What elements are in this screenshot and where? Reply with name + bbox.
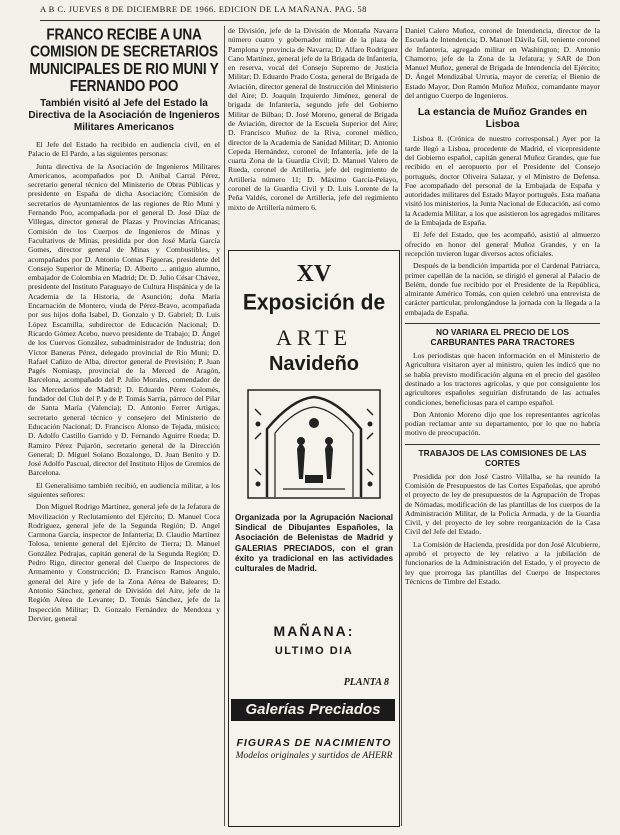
article-paragraph: Después de la bendición impartida por el Cardenal Patriarca, primer capellán de la nación, se dirigió el general al Palacio de Belém, donde fue recibido por el Presidente de la República, almirante Américo Tomás, con quien celebró una entrevista de carácter particular, prolongándose la jornada con la llegada a la embajada de España. xyxy=(405,261,600,317)
column-right xyxy=(405,26,600,826)
column-left xyxy=(28,26,220,826)
article-paragraph: Don Antonio Moreno dijo que los representantes agrícolas podían reclamar ante su departamento, por lo que no habría motivo de preocupación. xyxy=(405,409,600,438)
ad-tomorrow-label: MAÑANA: xyxy=(273,623,355,639)
article-paragraph: Daniel Calero Muñoz, coronel de Intendencia, director de la Escuela de Intendencia; D. Manuel Dávila Gil, teniente coronel de Infantería, agregado militar en Washington; D. Antonio Chamorro, jefe de la Zona de la Jefatura; y SAR de Don Manuel Muñoz, general de Brigada de Intendencia del Ejército; D. Ángel Mendizábal Urrutia, mayor de cerería; el Bienio de Estado Mayor, Don Ramón Muñoz Muñoz, comandante mayor del antiguo Cuerpo de Ingenieros. xyxy=(405,26,600,101)
ad-title-line2: ARTE xyxy=(275,325,353,350)
article-paragraph: de División, jefe de la División de Montaña Navarra número cuatro y gobernador militar de la plaza de Pamplona y provincia de Navarra; D. Alfaro Rodríguez Cano Martínez, general jefe de la Brigada de Infantería, en reserva, vocal del Consejo Supremo de Justicia Militar; D. Eduardo Prado Costa, general de Brigada de Aviación, director general de Instrucción del Ministerio del Aire; D. Joaquín Izquierdo Jiménez, general de brigada de Infantería, segundo jefe del Gobierno Militar de Bilbao; D. José Moreno, general de Brigada de Aviación, director de la Escuela Superior del Aire; D. Francisco Muñoz de la Riva, coronel médico, director de la Academia de Sanidad Militar; D. Antonio Cepeda Hernández, coronel de Infantería, jefe de la cuarta Zona de la Guardia Civil; D. Manuel Valero de Rueda, coronel de Artillería, jefe del regimiento de Artillería número 11; D. Máximo García-Pelayo, coronel de la Guardia Civil y D. Luis Lorente de la Peña Valdés, coronel de Artillería, jefe del regimiento mixto de Artillería número 6. xyxy=(228,26,398,212)
ad-title-line3: Navideño xyxy=(268,353,360,375)
section-heading-cortes: TRABAJOS DE LAS COMISIONES DE LAS CORTES xyxy=(405,444,600,468)
galerias-preciados-logo: Galerías Preciados xyxy=(231,699,395,721)
ad-description: Organizada por la Agrupación Nacional Sindical de Dibujantes Españoles, la Asociación de Belenistas de Madrid y GALERIAS PRECIADOS, con el gran éxito ya tradicional en las actividades culturales de Madrid. xyxy=(235,513,393,574)
ad-last-day-label: ULTIMO DIA xyxy=(274,645,354,657)
article-paragraph: Junta directiva de la Asociación de Ingenieros Militares Americanos, acompañados por D. Aníbal Carral Pérez, secretario general técnico del Ministerio de Obras Públicas y presidente en España de dicha Asociación; Comisión de secretarios de Ayuntamientos de las regiones de Río Muni y Fernando Poo, acompañada por el general D. José Díaz de Villegas, director general de Plazas y Provincias Africanas; Comisión de los Cuerpos de Ingenieros de Minas y Facultativos de Minas, presidida por don José María García Gomes, director general de Minas y Combustibles, y acompañados por D. Antonio Comas Figueras, presidente del Consejo Superior de Minería; D. Alberto ... antiguo alumno, embajador de Colombia en Madrid; Dr. D. Julio César Chávez, presidente del Instituto Paraguayo de Cultura Hispánica y de la Academia de la Historia, de Asunción; doña María Encarnación de Montero, viuda de Pérez-Bravo, acompañada por sus hijos doña Isabel, D. Gonzalo y D. Gabriel; D. Luis López Escamilla, subdirector de Educación Nacional; D. Ricardo Gómez Acebo, nuevo presidente de Trabajo; D. Ángel de los Cuervos González, subadministrador de Industria; don Víctor Baneras Pérez, delegado provincial de Río Muni; D. Rafael Cañizo de Alba, director general de Previsión; P. Juan Pagés Nomiasp, provincial de la Merced de Aragón, Barcelona, acompañado del P. Julio Morales, comendador de los Mercedarios de Madrid; D. Eduardo Pérez Colomés, fundador del Club del P. y de P. Tomás Sarria, párroco del Pilar de Santa María (Valencia); D. Antonio Ferrer Artigas, secretario general técnico y consejero del Ministerio de Educación Nacional; D. Francisco Alonso de Tejada, músico; D. Adolfo Castillo Garrido y D. Fernando Aguirre Rueda; D. Ramiro Pérez Pujarón, secretario general de la Dirección General; D. Miguel Solano Bozalongo, D. Juan Benito y D. José Adolfo Pascual, director del Instituto Hijos de Gremios de Barcelona. xyxy=(28,161,220,478)
ad-figures-title: FIGURAS DE NACIMIENTO xyxy=(236,737,392,749)
article-paragraph: El Jefe del Estado, que les acompañó, asistió al almuerzo ofrecido en honor del general Muñoz Grandes, y en la recepción tuvieron lugar diversos actos oficiales. xyxy=(405,230,600,258)
page-header: A B C. JUEVES 8 DE DICIEMBRE DE 1966. EDICION DE LA MAÑANA. PAG. 58 xyxy=(40,4,600,21)
ad-edition-number: XV xyxy=(296,261,332,287)
ad-figures-subtitle: Modelos originales y surtidos de AHERR xyxy=(235,751,393,761)
column-divider xyxy=(224,26,225,826)
advertisement-box xyxy=(228,250,400,827)
article-paragraph: Don Miguel Rodrigo Martínez, general jefe de la Jefatura de Movilización y Reclutamiento del Ejército; D. Manuel Coca Rodríguez, general jefe de la Segunda Región; D. Angel Carmona García, inspector de Infantería; D. Claudio Martínez Tolosa, teniente general del Ejército de Tierra; D. Manuel González Pedrajas, capitán general de la Segunda Región; D. Pedro Rigo, director general del Cuerpo de Inspectores de Armamento y Construcción; D. Francisco Ramos Angulo, general del Aire y jefe de la Zona Aérea de Baleares; D. Antonio Sánchez, general de División del Aire, jefe de la Región Aérea de Levante; D. Tomás Sánchez, jefe de la Inspección Militar; D. Gonzalo Fernández de Mendoza y Dervier, general xyxy=(28,502,220,623)
article-paragraph: Los periodistas que hacen información en el Ministerio de Agricultura visitaron ayer al ministro, quien les indicó que no se había previsto modificación alguna en el precio del gasóleo destinado a los tractores agrícolas, y que por consiguiente los agricultores españoles seguirían disfrutando de las actuales condiciones, beneficiosas para el campo español. xyxy=(405,351,600,407)
ad-floor-label: PLANTA 8 xyxy=(343,677,389,688)
section-heading-lisboa: La estancia de Muñoz Grandes en Lisboa xyxy=(417,106,588,131)
article-paragraph: El Generalísimo también recibió, en audiencia militar, a los siguientes señores: xyxy=(28,480,220,499)
article-paragraph: Presidida por don José Castro Villalba, se ha reunido la Comisión de Presupuestos de las Cortes Españolas, que aprobó el proyecto de ley de presupuestos de la Agrupación de Tropas de Nómadas, modificación de las plantillas de los cuerpos de la Administración Militar, de la Policía Armada, y de la Guardia Civil, y del proyecto de ley sobre reorganización de la Casa Civil del Jefe del Estado. xyxy=(405,471,600,537)
main-headline: FRANCO RECIBE A UNA COMISION DE SECRETARIOS MUNICIPALES DE RIO MUNI Y FERNANDO POO xyxy=(29,26,219,95)
ad-title-line1: Exposición de xyxy=(242,290,386,315)
article-paragraph: El Jefe del Estado ha recibido en audiencia civil, en el Palacio de El Pardo, a las siguientes personas: xyxy=(28,140,220,159)
sub-headline: También visitó al Jefe del Estado la Directiva de la Asociación de Ingenieros Militares Americanos xyxy=(28,98,220,133)
article-paragraph: La Comisión de Hacienda, presidida por don José Alcubierre, aprobó el proyecto de ley relativo a la jubilación de funcionarios de la Administración del Estado, y el proyecto de ley que prorroga las plantillas del Cuerpo de Inspectores Técnicos de Timbre del Estado. xyxy=(405,539,600,586)
column-middle xyxy=(228,26,398,274)
section-heading-carburantes: NO VARIARA EL PRECIO DE LOS CARBURANTES PARA TRACTORES xyxy=(405,323,600,347)
nativity-illustration xyxy=(247,389,381,499)
article-paragraph: Lisboa 8. (Crónica de nuestro corresponsal.) Ayer por la tarde llegó a Lisboa, procedente de Madrid, el vicepresidente del Gobierno español, capitán general Muñoz Grandes, que fue recibido en el aeropuerto por el Presidente del Consejo portugués, doctor Oliveira Salazar, y el Ministro de Defensa. Fue acompañado del personal de la Embajada de España y autoridades militares del Estado Mayor portugués. Esta mañana visitó los ministerios, la Junta Nacional de Educación, así como la Academia Militar, a los que asistieron los agregados militares de la Embajada de España. xyxy=(405,134,600,228)
column-divider xyxy=(401,26,402,826)
